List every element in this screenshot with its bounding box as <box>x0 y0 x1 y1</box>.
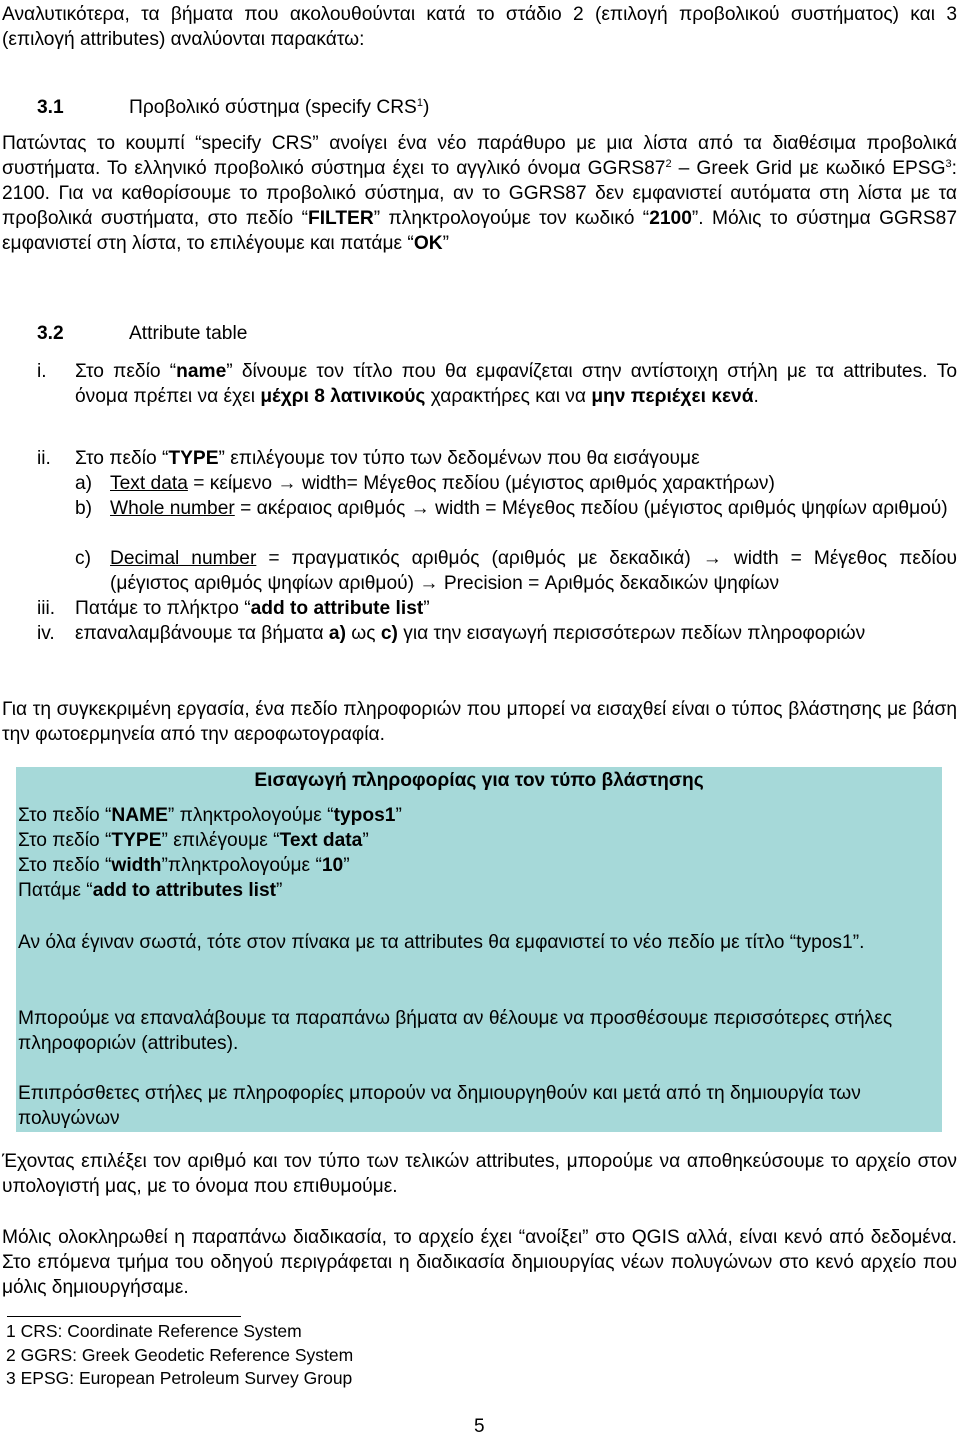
list-marker: iv. <box>37 623 55 644</box>
sub-item-text: Decimal number = πραγματικός αριθμός (αριθμός με δεκαδικά) → width = Μέγεθος πεδίου (μέγιστος αριθμός ψηφίων αριθμού) → Precision = Αριθμός δεκαδικών ψηφίων <box>110 548 957 594</box>
section-3-2-title: Attribute table <box>129 323 248 344</box>
list-item-text: Πατάμε το πλήκτρο “add to attribute list” <box>75 598 430 619</box>
list-item-text: Στο πεδίο “name” δίνουμε τον τίτλο που θα εμφανίζεται στην αντίστοιχη στήλη με τα attributes. Το όνομα πρέπει να έχει μέχρι 8 λατινικούς χαρακτήρες και να μην περιέχει κενά. <box>75 361 957 407</box>
info-box-title: Εισαγωγή πληροφορίας για τον τύπο βλάστησης <box>254 770 704 791</box>
info-box-step: Στο πεδίο “NAME” πληκτρολογούμε “typos1” <box>18 805 402 826</box>
sub-marker: c) <box>75 548 91 569</box>
sub-item-text: Whole number = ακέραιος αριθμός → width = Μέγεθος πεδίου (μέγιστος αριθμός ψηφίων αριθμού) <box>110 498 948 519</box>
sub-item-b <box>75 496 957 546</box>
section-3-1-paragraph: Πατώντας το κουμπί “specify CRS” ανοίγει ένα νέο παράθυρο με μια λίστα από τα διαθέσιμα προβολικά συστήματα. Το ελληνικό προβολικό σύστημα έχει το αγγλικό όνομα $GGRS87^2$ – Greek Grid με κωδικό EPSG$^3$: 2100. Για να καθορίσουμε το προβολικό σύστημα, αν το GGRS87 δεν εμφανιστεί αυτόματα στη λίστα με τα προβολικά συστήματα, στο πεδίο “FILTER” πληκτρολογούμε τον κωδικό “2100”. Μόλις το σύστημα GGRS87 εμφανιστεί στη λίστα, το επιλέγουμε και πατάμε “OK” <box>2 133 957 254</box>
list-marker: iii. <box>37 598 56 619</box>
footnote-3: 3 EPSG: European Petroleum Survey Group <box>6 1368 353 1388</box>
section-3-1-title: Προβολικό σύστημα (specify CRS$^1$) <box>129 97 430 118</box>
footnote-separator <box>7 1316 241 1317</box>
sub-item-text: Text data = κείμενο → width= Μέγεθος πεδίου (μέγιστος αριθμός χαρακτήρων) <box>110 473 775 494</box>
list-item-iii <box>37 596 957 621</box>
info-box-note-1: Αν όλα έγιναν σωστά, τότε στον πίνακα με τα attributes θα εμφανιστεί το νέο πεδίο με τίτλο “typos1”. <box>18 932 865 953</box>
section-3-2-number: 3.2 <box>37 323 64 344</box>
sub-item-c <box>75 546 957 596</box>
info-box <box>16 767 942 1132</box>
save-paragraph: Έχοντας επιλέξει τον αριθμό και τον τύπο των τελικών attributes, μπορούμε να αποθηκεύσουμε το αρχείο στον υπολογιστή μας, με το όνομα που επιθυμούμε. <box>2 1151 957 1197</box>
list-item-text: επαναλαμβάνουμε τα βήματα a) ως c) για την εισαγωγή περισσότερων πεδίων πληροφοριών <box>75 623 866 644</box>
sub-marker: b) <box>75 498 93 519</box>
list-item-iv <box>37 621 957 671</box>
section-3-1-number: 3.1 <box>37 97 64 118</box>
info-box-note-3: Επιπρόσθετες στήλες με πληροφορίες μπορούν να δημιουργηθούν και μετά από τη δημιουργία των πολυγώνων <box>18 1083 861 1129</box>
footnote-2: 2 GGRS: Greek Geodetic Reference System <box>6 1345 354 1365</box>
info-box-step: Στο πεδίο “width”πληκτρολογούμε “10” <box>18 855 350 876</box>
list-marker: i. <box>37 361 47 382</box>
list-item-i <box>37 359 957 439</box>
page-number: 5 <box>474 1416 485 1437</box>
info-box-step: Στο πεδίο “TYPE” επιλέγουμε “Text data” <box>18 830 369 851</box>
sub-marker: a) <box>75 473 93 494</box>
list-marker: ii. <box>37 448 51 469</box>
task-paragraph: Για τη συγκεκριμένη εργασία, ένα πεδίο πληροφοριών που μπορεί να εισαχθεί είναι ο τύπος βλάστησης με βάση την φωτοερμηνεία από την αεροφωτογραφία. <box>2 699 957 745</box>
list-item-ii <box>37 446 957 596</box>
list-item-text: Στο πεδίο “TYPE” επιλέγουμε τον τύπο των δεδομένων που θα εισάγουμε <box>75 448 700 469</box>
next-step-paragraph: Μόλις ολοκληρωθεί η παραπάνω διαδικασία, το αρχείο έχει “ανοίξει” στο QGIS αλλά, είναι κενό από δεδομένα. Στο επόμενα τμήμα του οδηγού περιγράφεται η διαδικασία δημιουργίας νέων πολυγώνων στο κενό αρχείο που μόλις δημιουργήσαμε. <box>2 1227 957 1298</box>
info-box-step: Πατάμε “add to attributes list” <box>18 880 283 901</box>
footnote-1: 1 CRS: Coordinate Reference System <box>6 1321 302 1341</box>
info-box-note-2: Μπορούμε να επαναλάβουμε τα παραπάνω βήματα αν θέλουμε να προσθέσουμε περισσότερες στήλες πληροφοριών (attributes). <box>18 1008 893 1054</box>
info-box-steps <box>18 803 936 903</box>
intro-paragraph: Αναλυτικότερα, τα βήματα που ακολουθούνται κατά το στάδιο 2 (επιλογή προβολικού συστήματος) και 3 (επιλογή attributes) αναλύονται παρακάτω: <box>2 4 957 50</box>
sub-item-a <box>75 471 957 496</box>
